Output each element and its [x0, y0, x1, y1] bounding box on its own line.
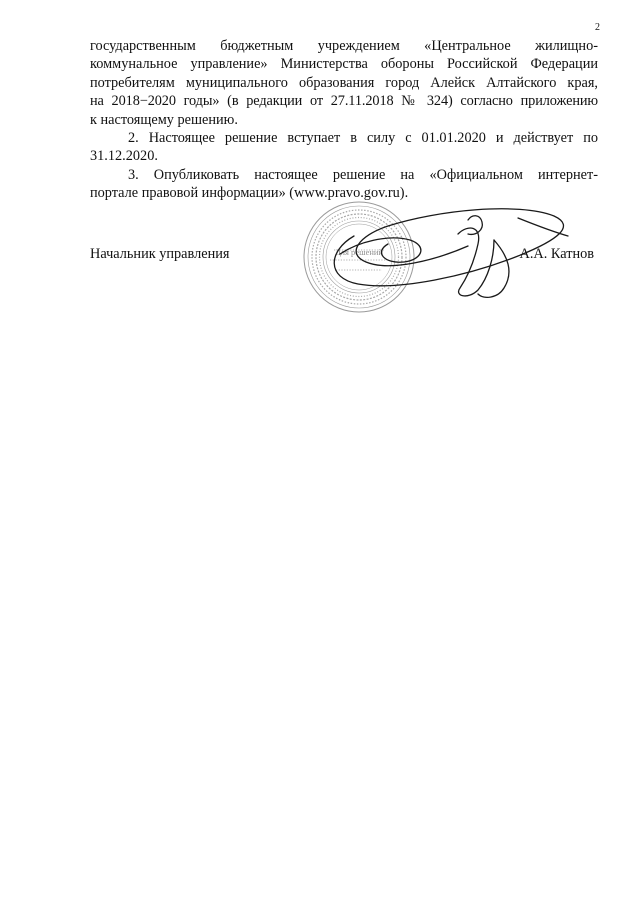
- paragraph-1-line: на 2018−2020 годы» (в редакции от 27.11.2018 № 324) согласно приложению: [90, 93, 598, 110]
- paragraph-2-line: 31.12.2020.: [90, 148, 158, 165]
- document-body: [90, 37, 598, 203]
- paragraph-3-line: 3. Опубликовать настоящее решение на «Официальном интернет-: [128, 166, 598, 183]
- page-number: 2: [595, 22, 600, 33]
- paragraph-1-line: государственным бюджетным учреждением «Центральное жилищно-: [90, 38, 598, 54]
- paragraph-1-line: потребителям муниципального образования город Алейск Алтайского края,: [90, 74, 598, 91]
- stamp-inner-text: Для решений: [334, 247, 384, 257]
- paragraph-1-line: коммунальное управление» Министерства обороны Российской Федерации: [90, 56, 598, 73]
- signatory-position: Начальник управления: [90, 246, 230, 262]
- signature-block: [90, 243, 598, 265]
- signatory-name: А.А. Катнов: [519, 246, 594, 262]
- paragraph-2-line: 2. Настоящее решение вступает в силу с 01.01.2020 и действует по: [128, 130, 598, 147]
- paragraph-1-line: к настоящему решению.: [90, 111, 238, 128]
- paragraph-3-line: портале правовой информации» (www.pravo.gov.ru).: [90, 185, 409, 202]
